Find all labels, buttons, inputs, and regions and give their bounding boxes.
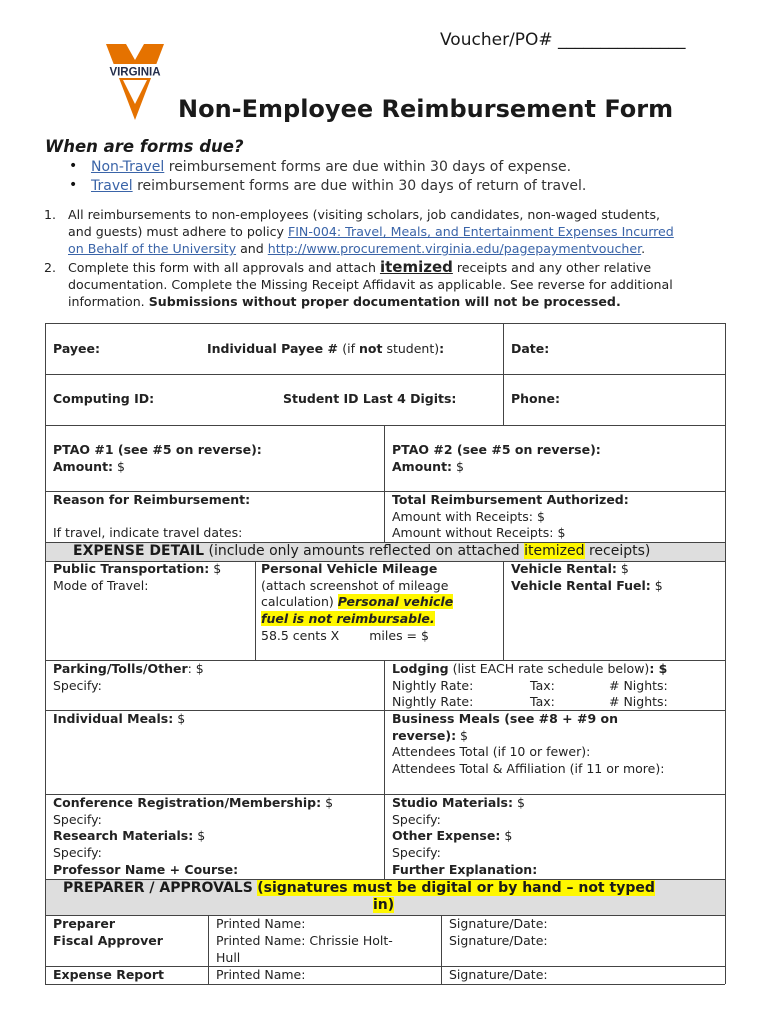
preparer-signature[interactable]: Signature/Date: xyxy=(449,916,548,931)
public-transport-field[interactable]: Public Transportation: $ Mode of Travel: xyxy=(53,561,222,593)
preparer-printed-name[interactable]: Printed Name: xyxy=(216,916,306,931)
travel-link[interactable]: Travel xyxy=(91,178,133,194)
personal-vehicle-mileage-field[interactable]: Personal Vehicle Mileage (attach screenshot of mileage calculation) Personal vehicle fuel is not reimbursable. 58.5 cents X miles = $ xyxy=(261,561,454,643)
procurement-link[interactable]: http://www.procurement.virginia.edu/pagepaymentvoucher xyxy=(267,241,642,256)
reason-field[interactable]: Reason for Reimbursement: xyxy=(53,492,251,507)
bullet-travel: • Travel reimbursement forms are due within 30 days of return of travel. xyxy=(69,177,587,194)
expense-report-printed-name[interactable]: Printed Name: xyxy=(216,967,306,982)
vehicle-rental-field[interactable]: Vehicle Rental: $ Vehicle Rental Fuel: $ xyxy=(511,561,663,593)
professor-course-field: Professor Name + Course: xyxy=(53,861,239,877)
bullet-icon: • xyxy=(69,177,78,193)
student-id-field[interactable]: Student ID Last 4 Digits: xyxy=(283,391,457,406)
phone-field[interactable]: Phone: xyxy=(511,391,561,406)
date-field[interactable]: Date: xyxy=(511,341,550,356)
lodging-field[interactable]: Lodging (list EACH rate schedule below): $ Nightly Rate: Tax: # Nights: Nightly Rate: Tax: # Nights: xyxy=(392,661,668,710)
preparer-approvals-heading-cont: in) xyxy=(373,897,395,913)
preparer-role: Preparer xyxy=(53,916,115,931)
fin-004-policy-link-cont[interactable]: on Behalf of the University xyxy=(68,241,237,256)
expense-report-signature[interactable]: Signature/Date: xyxy=(449,967,548,982)
computing-id-field[interactable]: Computing ID: xyxy=(53,391,155,406)
logo-wordmark: VIRGINIA xyxy=(109,66,161,79)
due-heading: When are forms due? xyxy=(45,137,244,156)
form-title: Non-Employee Reimbursement Form xyxy=(178,95,674,123)
bullet-icon: • xyxy=(69,158,78,174)
uva-logo xyxy=(104,44,166,120)
fiscal-approver-role: Fiscal Approver xyxy=(53,933,163,948)
ptao2-field[interactable]: PTAO #2 (see #5 on reverse): Amount: $ xyxy=(392,442,601,474)
fiscal-approver-printed-name[interactable]: Printed Name: Chrissie Holt- Hull xyxy=(216,933,393,965)
expense-detail-heading: EXPENSE DETAIL (include only amounts reflected on attached itemized receipts) xyxy=(73,543,651,559)
voucher-po-field[interactable]: Voucher/PO# _______________ xyxy=(440,30,686,50)
preparer-approvals-heading: PREPARER / APPROVALS (signatures must be digital or by hand – not typed xyxy=(63,880,655,896)
ptao1-field[interactable]: PTAO #1 (see #5 on reverse): Amount: $ xyxy=(53,442,262,474)
further-explanation-field: Further Explanation: xyxy=(392,861,538,877)
business-meals-field[interactable]: Business Meals (see #8 + #9 on reverse): $ Attendees Total (if 10 or fewer): Attendees Total & Affiliation (if 11 or more): xyxy=(392,711,665,777)
individual-meals-field[interactable]: Individual Meals: $ xyxy=(53,711,186,726)
amount-with-receipts: Amount with Receipts: $ xyxy=(392,508,545,524)
bullet-non-travel: • Non-Travel reimbursement forms are due within 30 days of expense. xyxy=(69,158,572,175)
studio-other-field[interactable]: Studio Materials: $ Specify: Other Expense: $ Specify: Further Explanation: xyxy=(392,795,538,877)
fin-004-policy-link[interactable]: FIN-004: Travel, Meals, and Entertainment Expenses Incurred xyxy=(287,224,674,239)
non-travel-link[interactable]: Non-Travel xyxy=(91,159,165,175)
fiscal-approver-signature[interactable]: Signature/Date: xyxy=(449,933,548,948)
individual-payee-field[interactable]: Individual Payee # (if not student): xyxy=(207,341,445,356)
conference-research-field[interactable]: Conference Registration/Membership: $ Specify: Research Materials: $ Specify: Professor Name + Course: xyxy=(53,795,334,877)
itemized-emphasis: itemized xyxy=(379,258,453,276)
amount-without-receipts: Amount without Receipts: $ xyxy=(392,525,566,541)
expense-report-role: Expense Report xyxy=(53,967,164,982)
instruction-1: 1. All reimbursements to non-employees (visiting scholars, job candidates, non-waged students, and guests) must adhere to policy FIN-004: Travel, Meals, and Entertainment Expenses Incurred on Behalf of the University and http://www.procurement.virginia.edu/pagepaymentvoucher. xyxy=(44,207,674,256)
payee-field[interactable]: Payee: xyxy=(53,341,100,356)
instruction-2: 2. Complete this form with all approvals and attach itemized receipts and any other relative documentation. Complete the Missing Receipt Affidavit as applicable. See reverse for additional information. Submissions without proper documentation will not be processed. xyxy=(44,258,673,309)
total-authorized-field[interactable]: Total Reimbursement Authorized: Amount with Receipts: $ Amount without Receipts: $ xyxy=(392,492,629,541)
travel-dates-field[interactable]: If travel, indicate travel dates: xyxy=(53,525,243,540)
parking-tolls-field[interactable]: Parking/Tolls/Other: $ Specify: xyxy=(53,661,204,693)
